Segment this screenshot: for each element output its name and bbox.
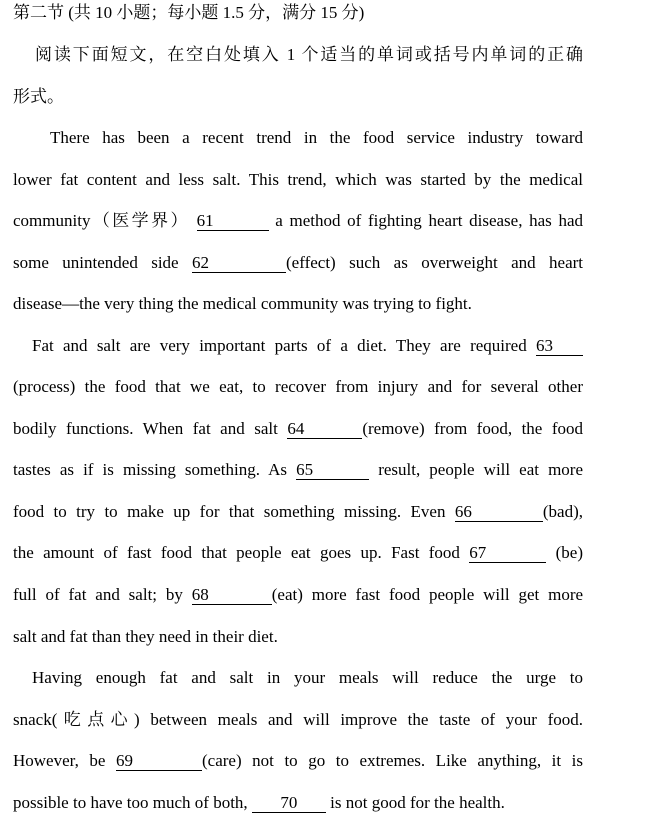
para1-line2: lower fat content and less salt. This trend, which was started by the medical <box>13 170 583 189</box>
para2-line5-text-a: food to try to make up for that something missing. Even <box>13 502 446 521</box>
para1-line4-text-b: (effect) such as overweight and heart <box>286 253 584 272</box>
para2-line5-text-b: (bad), <box>542 502 584 521</box>
para3-line3-text-b: (care) not to go to extremes. Like anything, it is <box>202 751 584 770</box>
blank-66[interactable]: 66 <box>455 503 543 522</box>
para2-line2: (process) the food that we eat, to recover from injury and for several other <box>13 377 583 396</box>
para2-line6 <box>13 542 583 564</box>
para1-line1: There has been a recent trend in the food service industry toward <box>50 128 583 147</box>
para1-line4-text-a: some unintended side <box>13 253 179 272</box>
para2-line4 <box>13 459 583 481</box>
section-title: 第二节 (共 10 小题；每小题 1.5 分，满分 15 分) <box>13 3 365 22</box>
para2-line7-text-b: (eat) more fast food people will get more <box>271 585 584 604</box>
blank-64[interactable]: 64 <box>287 420 362 439</box>
para3-line4-text-a: possible to have too much of both, <box>13 793 248 812</box>
blank-67[interactable]: 67 <box>469 544 546 563</box>
para2-line1-text: Fat and salt are very important parts of a diet. They are required <box>32 336 527 355</box>
para2-line7 <box>13 584 583 606</box>
para1-line3-text-b: a method of fighting heart disease, has had <box>275 211 583 230</box>
blank-68[interactable]: 68 <box>192 586 272 605</box>
para2-line3-text-b: (remove) from food, the food <box>362 419 583 438</box>
para2-line4-text-b: result, people will eat more <box>378 460 584 479</box>
para3-line3-text-a: However, be <box>13 751 106 770</box>
para1-line3-text-a: community（医学界） <box>13 211 190 230</box>
para3-line1: Having enough fat and salt in your meals will reduce the urge to <box>32 668 583 687</box>
blank-70[interactable]: 70 <box>252 794 326 813</box>
para2-line4-text-a: tastes as if is missing something. As <box>13 460 288 479</box>
para2-line6-text-b: (be) <box>555 543 583 562</box>
blank-65[interactable]: 65 <box>296 461 369 480</box>
para1-line3 <box>13 210 583 232</box>
para2-line3-text-a: bodily functions. When fat and salt <box>13 419 278 438</box>
para1-line5: disease—the very thing the medical community was trying to fight. <box>13 294 472 313</box>
para3-line4-text-b: is not good for the health. <box>330 793 505 812</box>
para2-line1 <box>32 335 583 357</box>
para2-line7-text-a: full of fat and salt; by <box>13 585 183 604</box>
blank-62[interactable]: 62 <box>192 254 286 273</box>
blank-61[interactable]: 61 <box>197 212 269 231</box>
para2-line8: salt and fat than they need in their diet. <box>13 627 278 646</box>
para3-line3 <box>13 750 583 772</box>
blank-69[interactable]: 69 <box>116 752 202 771</box>
para3-line2: snack(吃点心) between meals and will improve the taste of your food. <box>13 710 583 729</box>
para2-line3 <box>13 418 583 440</box>
instruction-line-2: 形式。 <box>13 87 64 106</box>
para1-line4 <box>13 252 583 274</box>
blank-63[interactable]: 63 <box>536 337 583 356</box>
para2-line6-text-a: the amount of fast food that people eat goes up. Fast food <box>13 543 460 562</box>
para2-line5 <box>13 501 583 523</box>
instruction-line-1: 阅读下面短文，在空白处填入 1 个适当的单词或括号内单词的正确 <box>35 45 583 64</box>
para3-line4 <box>13 792 573 814</box>
